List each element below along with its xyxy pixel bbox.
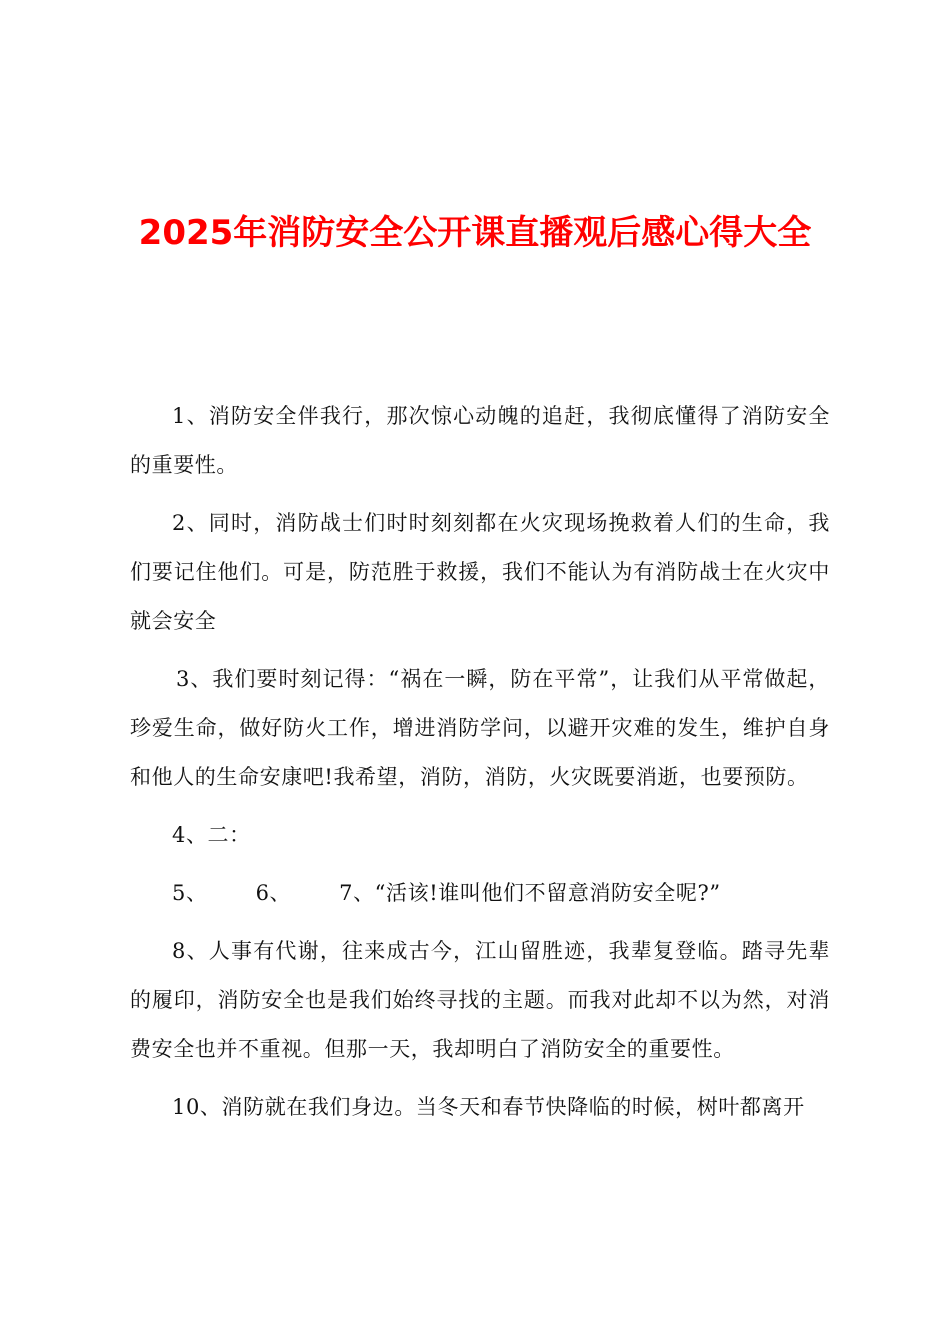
paragraph-4: 4、二： — [172, 823, 251, 847]
document-title: 2025年消防安全公开课直播观后感心得大全 — [138, 213, 812, 253]
paragraph-8: 8、人事有代谢，往来成古今，江山留胜迹，我辈复登临。踏寻先辈的履印，消防安全也是我们始终寻找的主题。而我对此却不以为然，对消费安全也并不重视。但那一天，我却明白了消防安全的重要性。 — [130, 939, 830, 1061]
paragraph-3: 3、我们要时刻记得：“祸在一瞬，防在平常”，让我们从平常做起，珍爱生命，做好防火工作，增进消防学问，以避开灾难的发生，维护自身和他人的生命安康吧!我希望，消防，消防，火灾既要消逝，也要预防。 — [130, 667, 830, 789]
paragraph-2: 2、同时，消防战士们时时刻刻都在火灾现场挽救着人们的生命，我们要记住他们。可是，防范胜于救援，我们不能认为有消防战士在火灾中就会安全 — [130, 511, 830, 633]
paragraph-5-6-7 — [130, 869, 830, 918]
list-item-5: 5、 — [172, 881, 208, 905]
document-body — [130, 392, 830, 1132]
list-item-7: 7、“活该!谁叫他们不留意消防安全呢?” — [339, 881, 721, 905]
list-item-6: 6、 — [255, 881, 292, 905]
paragraph-10: 10、消防就在我们身边。当冬天和春节快降临的时候，树叶都离开 — [172, 1095, 805, 1119]
paragraph-1: 1、消防安全伴我行，那次惊心动魄的追赶，我彻底懂得了消防安全的重要性。 — [130, 404, 830, 477]
